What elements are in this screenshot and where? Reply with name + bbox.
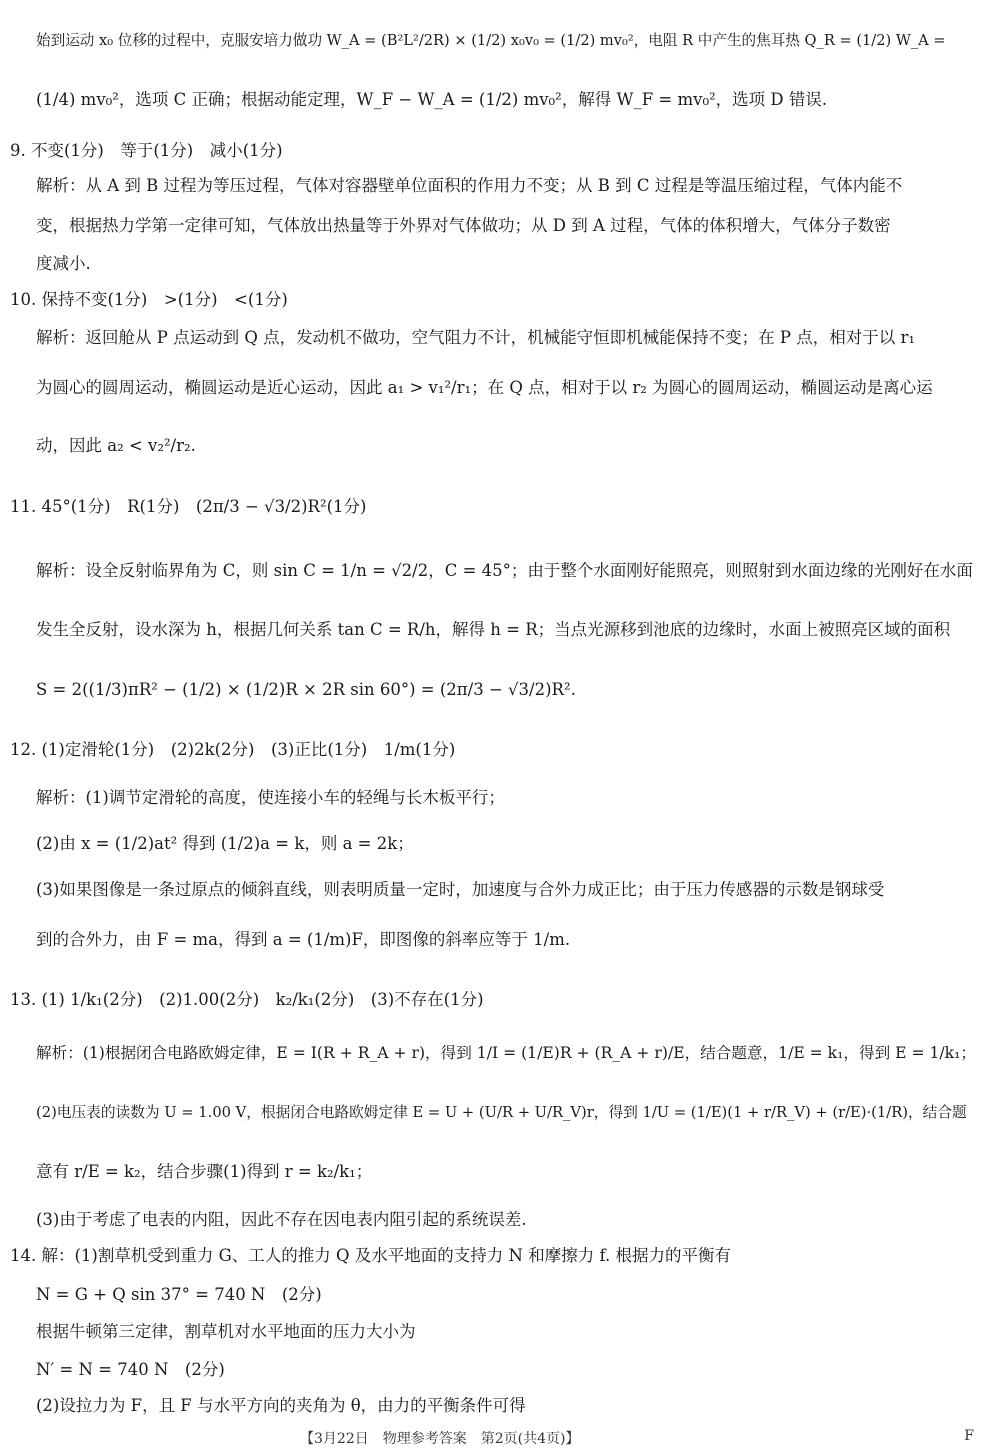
equation-line: N = G + Q sin 37° = 740 N (2分): [36, 1285, 322, 1304]
question-13-heading: 13. (1) 1/k₁(2分) (2)1.00(2分) k₂/k₁(2分) (3)不存在(1分): [10, 990, 484, 1009]
text-line: 度减小.: [36, 254, 91, 273]
text-line: 意有 r/E = k₂，结合步骤(1)得到 r = k₂/k₁；: [36, 1162, 373, 1181]
equation-line: N′ = N = 740 N (2分): [36, 1360, 225, 1379]
text-line: 始到运动 x₀ 位移的过程中，克服安培力做功 W_A = (B²L²/2R) × (1/2) x₀v₀ = (1/2) mv₀²，电阻 R 中产生的焦耳热 Q_R = (1/2) W_A =: [36, 32, 946, 49]
text-line: (2)由 x = (1/2)at² 得到 (1/2)a = k，则 a = 2k；: [36, 834, 414, 853]
text-line: 解析：设全反射临界角为 C，则 sin C = 1/n = √2/2，C = 45°；由于整个水面刚好能照亮，则照射到水面边缘的光刚好在水面: [36, 561, 973, 580]
footer-version-mark: F: [964, 1428, 974, 1444]
text-line: 解析：从 A 到 B 过程为等压过程，气体对容器壁单位面积的作用力不变；从 B 到 C 过程是等温压缩过程，气体内能不: [36, 176, 903, 195]
text-line: (3)如果图像是一条过原点的倾斜直线，则表明质量一定时，加速度与合外力成正比；由于压力传感器的示数是钢球受: [36, 880, 885, 899]
text-line: 到的合外力，由 F = ma，得到 a = (1/m)F，即图像的斜率应等于 1/m.: [36, 930, 571, 949]
question-10-heading: 10. 保持不变(1分) >(1分) <(1分): [10, 290, 288, 309]
text-line: (3)由于考虑了电表的内阻，因此不存在因电表内阻引起的系统误差.: [36, 1210, 527, 1229]
question-12-heading: 12. (1)定滑轮(1分) (2)2k(2分) (3)正比(1分) 1/m(1分): [10, 740, 456, 759]
text-line: 为圆心的圆周运动，椭圆运动是近心运动，因此 a₁ > v₁²/r₁；在 Q 点，相对于以 r₂ 为圆心的圆周运动，椭圆运动是离心运: [36, 378, 933, 397]
question-14-heading: 14. 解：(1)割草机受到重力 G、工人的推力 Q 及水平地面的支持力 N 和摩擦力 f. 根据力的平衡有: [10, 1246, 731, 1265]
text-line: 解析：(1)调节定滑轮的高度，使连接小车的轻绳与长木板平行；: [36, 788, 505, 807]
text-line: (1/4) mv₀²，选项 C 正确；根据动能定理，W_F − W_A = (1/2) mv₀²，解得 W_F = mv₀²，选项 D 错误.: [36, 90, 828, 109]
text-line: 解析：返回舱从 P 点运动到 Q 点，发动机不做功，空气阻力不计，机械能守恒即机械能保持不变；在 P 点，相对于以 r₁: [36, 328, 915, 347]
question-9-heading: 9. 不变(1分) 等于(1分) 减小(1分): [10, 141, 283, 160]
text-line: (2)电压表的读数为 U = 1.00 V，根据闭合电路欧姆定律 E = U + (U/R + U/R_V)r，得到 1/U = (1/E)(1 + r/R_V) + (r/E)·(1/R)，结合题: [36, 1104, 967, 1121]
footer-page-info: 【3月22日 物理参考答案 第2页(共4页)】: [300, 1431, 580, 1447]
question-11-heading: 11. 45°(1分) R(1分) (2π/3 − √3/2)R²(1分): [10, 497, 367, 516]
text-line: 发生全反射，设水深为 h，根据几何关系 tan C = R/h，解得 h = R；当点光源移到池底的边缘时，水面上被照亮区域的面积: [36, 620, 951, 639]
text-line: 变，根据热力学第一定律可知，气体放出热量等于外界对气体做功；从 D 到 A 过程，气体的体积增大，气体分子数密: [36, 216, 891, 235]
text-line: 解析：(1)根据闭合电路欧姆定律，E = I(R + R_A + r)，得到 1/I = (1/E)R + (R_A + r)/E，结合题意，1/E = k₁，得到 E = 1/k₁；: [36, 1044, 976, 1062]
text-line: (2)设拉力为 F，且 F 与水平方向的夹角为 θ，由力的平衡条件可得: [36, 1396, 526, 1415]
text-line: 根据牛顿第三定律，割草机对水平地面的压力大小为: [36, 1322, 416, 1341]
text-line: 动，因此 a₂ < v₂²/r₂.: [36, 436, 196, 455]
text-line: S = 2((1/3)πR² − (1/2) × (1/2)R × 2R sin 60°) = (2π/3 − √3/2)R².: [36, 680, 576, 699]
